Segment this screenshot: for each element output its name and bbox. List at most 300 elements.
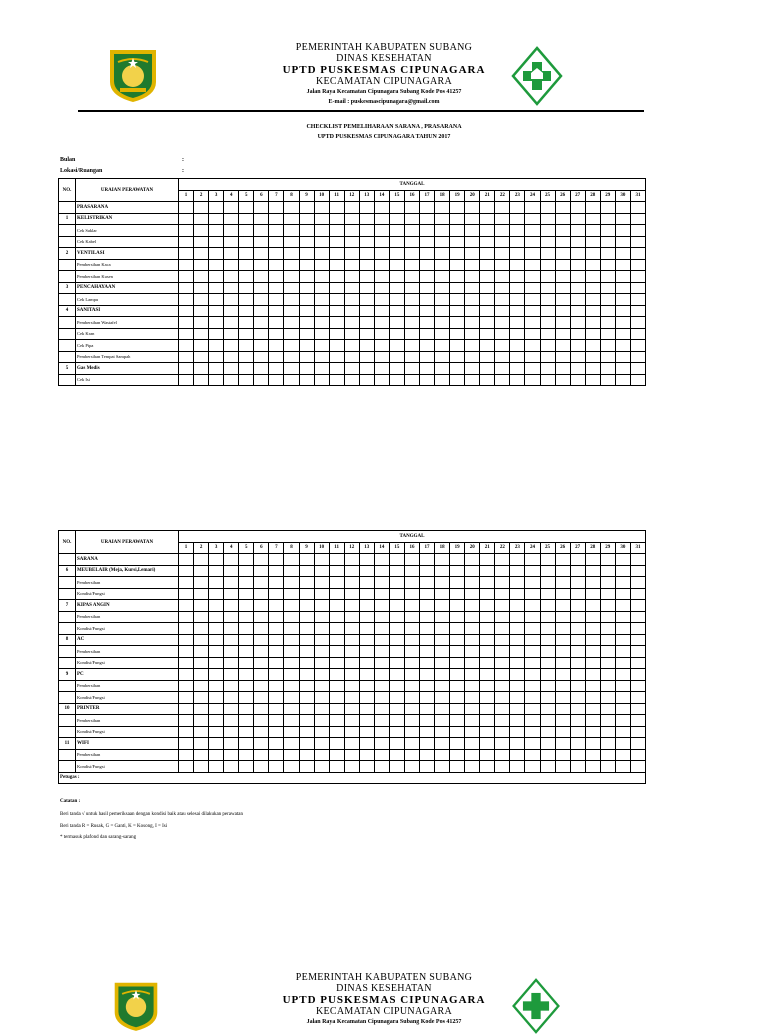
check-cell[interactable] — [344, 259, 359, 271]
check-cell[interactable] — [284, 680, 299, 692]
check-cell[interactable] — [630, 213, 645, 225]
check-cell[interactable] — [570, 248, 585, 260]
check-cell[interactable] — [570, 588, 585, 600]
check-cell[interactable] — [630, 363, 645, 375]
check-cell[interactable] — [420, 669, 435, 681]
check-cell[interactable] — [630, 749, 645, 761]
check-cell[interactable] — [284, 259, 299, 271]
check-cell[interactable] — [239, 213, 254, 225]
check-cell[interactable] — [374, 317, 389, 329]
check-cell[interactable] — [269, 657, 284, 669]
check-cell[interactable] — [224, 646, 239, 658]
check-cell[interactable] — [585, 692, 600, 704]
check-cell[interactable] — [179, 577, 194, 589]
check-cell[interactable] — [495, 715, 510, 727]
check-cell[interactable] — [600, 374, 615, 386]
check-cell[interactable] — [570, 271, 585, 283]
check-cell[interactable] — [359, 294, 374, 306]
check-cell[interactable] — [314, 749, 329, 761]
check-cell[interactable] — [359, 761, 374, 773]
check-cell[interactable] — [465, 363, 480, 375]
check-cell[interactable] — [615, 225, 630, 237]
check-cell[interactable] — [299, 588, 314, 600]
check-cell[interactable] — [510, 236, 525, 248]
check-cell[interactable] — [374, 374, 389, 386]
check-cell[interactable] — [465, 565, 480, 577]
check-cell[interactable] — [404, 213, 419, 225]
check-cell[interactable] — [450, 738, 465, 750]
check-cell[interactable] — [329, 646, 344, 658]
check-cell[interactable] — [465, 669, 480, 681]
check-cell[interactable] — [194, 600, 209, 612]
check-cell[interactable] — [254, 363, 269, 375]
check-cell[interactable] — [630, 692, 645, 704]
check-cell[interactable] — [299, 577, 314, 589]
check-cell[interactable] — [450, 600, 465, 612]
check-cell[interactable] — [284, 738, 299, 750]
check-cell[interactable] — [480, 749, 495, 761]
check-cell[interactable] — [269, 294, 284, 306]
check-cell[interactable] — [179, 374, 194, 386]
check-cell[interactable] — [299, 271, 314, 283]
check-cell[interactable] — [224, 328, 239, 340]
check-cell[interactable] — [314, 328, 329, 340]
check-cell[interactable] — [585, 588, 600, 600]
check-cell[interactable] — [404, 588, 419, 600]
check-cell[interactable] — [510, 600, 525, 612]
check-cell[interactable] — [615, 328, 630, 340]
check-cell[interactable] — [254, 623, 269, 635]
check-cell[interactable] — [450, 213, 465, 225]
check-cell[interactable] — [359, 351, 374, 363]
check-cell[interactable] — [480, 669, 495, 681]
check-cell[interactable] — [239, 248, 254, 260]
check-cell[interactable] — [194, 715, 209, 727]
check-cell[interactable] — [450, 259, 465, 271]
check-cell[interactable] — [179, 213, 194, 225]
check-cell[interactable] — [525, 565, 540, 577]
check-cell[interactable] — [254, 657, 269, 669]
check-cell[interactable] — [450, 715, 465, 727]
check-cell[interactable] — [465, 634, 480, 646]
check-cell[interactable] — [630, 577, 645, 589]
check-cell[interactable] — [540, 225, 555, 237]
check-cell[interactable] — [450, 577, 465, 589]
check-cell[interactable] — [480, 340, 495, 352]
check-cell[interactable] — [284, 282, 299, 294]
check-cell[interactable] — [585, 305, 600, 317]
check-cell[interactable] — [615, 634, 630, 646]
check-cell[interactable] — [269, 738, 284, 750]
check-cell[interactable] — [254, 554, 269, 566]
check-cell[interactable] — [209, 761, 224, 773]
check-cell[interactable] — [284, 271, 299, 283]
check-cell[interactable] — [209, 600, 224, 612]
check-cell[interactable] — [224, 363, 239, 375]
check-cell[interactable] — [435, 565, 450, 577]
check-cell[interactable] — [224, 703, 239, 715]
check-cell[interactable] — [495, 363, 510, 375]
check-cell[interactable] — [224, 340, 239, 352]
check-cell[interactable] — [495, 761, 510, 773]
check-cell[interactable] — [209, 669, 224, 681]
check-cell[interactable] — [630, 259, 645, 271]
check-cell[interactable] — [359, 577, 374, 589]
check-cell[interactable] — [495, 577, 510, 589]
check-cell[interactable] — [179, 351, 194, 363]
check-cell[interactable] — [254, 669, 269, 681]
check-cell[interactable] — [359, 634, 374, 646]
check-cell[interactable] — [495, 294, 510, 306]
check-cell[interactable] — [585, 623, 600, 635]
check-cell[interactable] — [299, 565, 314, 577]
check-cell[interactable] — [480, 703, 495, 715]
check-cell[interactable] — [179, 259, 194, 271]
check-cell[interactable] — [435, 213, 450, 225]
check-cell[interactable] — [570, 351, 585, 363]
check-cell[interactable] — [630, 611, 645, 623]
check-cell[interactable] — [525, 611, 540, 623]
check-cell[interactable] — [224, 761, 239, 773]
check-cell[interactable] — [344, 611, 359, 623]
check-cell[interactable] — [420, 305, 435, 317]
check-cell[interactable] — [495, 259, 510, 271]
check-cell[interactable] — [465, 351, 480, 363]
check-cell[interactable] — [525, 634, 540, 646]
check-cell[interactable] — [299, 340, 314, 352]
check-cell[interactable] — [389, 213, 404, 225]
check-cell[interactable] — [480, 351, 495, 363]
check-cell[interactable] — [224, 692, 239, 704]
check-cell[interactable] — [540, 726, 555, 738]
check-cell[interactable] — [585, 259, 600, 271]
check-cell[interactable] — [495, 271, 510, 283]
check-cell[interactable] — [179, 340, 194, 352]
check-cell[interactable] — [224, 202, 239, 214]
check-cell[interactable] — [615, 577, 630, 589]
check-cell[interactable] — [314, 305, 329, 317]
check-cell[interactable] — [585, 749, 600, 761]
check-cell[interactable] — [555, 611, 570, 623]
check-cell[interactable] — [465, 611, 480, 623]
check-cell[interactable] — [209, 317, 224, 329]
check-cell[interactable] — [555, 554, 570, 566]
check-cell[interactable] — [630, 202, 645, 214]
check-cell[interactable] — [630, 305, 645, 317]
check-cell[interactable] — [465, 202, 480, 214]
check-cell[interactable] — [314, 600, 329, 612]
check-cell[interactable] — [450, 305, 465, 317]
check-cell[interactable] — [194, 657, 209, 669]
check-cell[interactable] — [299, 294, 314, 306]
check-cell[interactable] — [254, 761, 269, 773]
check-cell[interactable] — [570, 236, 585, 248]
check-cell[interactable] — [630, 271, 645, 283]
check-cell[interactable] — [600, 726, 615, 738]
check-cell[interactable] — [194, 726, 209, 738]
check-cell[interactable] — [510, 726, 525, 738]
check-cell[interactable] — [420, 248, 435, 260]
check-cell[interactable] — [239, 340, 254, 352]
check-cell[interactable] — [540, 588, 555, 600]
check-cell[interactable] — [570, 554, 585, 566]
check-cell[interactable] — [329, 351, 344, 363]
check-cell[interactable] — [314, 565, 329, 577]
check-cell[interactable] — [540, 340, 555, 352]
check-cell[interactable] — [389, 738, 404, 750]
check-cell[interactable] — [254, 634, 269, 646]
check-cell[interactable] — [585, 634, 600, 646]
check-cell[interactable] — [480, 294, 495, 306]
check-cell[interactable] — [374, 554, 389, 566]
check-cell[interactable] — [585, 213, 600, 225]
check-cell[interactable] — [585, 328, 600, 340]
check-cell[interactable] — [224, 565, 239, 577]
check-cell[interactable] — [435, 294, 450, 306]
check-cell[interactable] — [600, 715, 615, 727]
check-cell[interactable] — [329, 565, 344, 577]
check-cell[interactable] — [314, 363, 329, 375]
check-cell[interactable] — [510, 317, 525, 329]
check-cell[interactable] — [359, 225, 374, 237]
check-cell[interactable] — [299, 328, 314, 340]
check-cell[interactable] — [404, 761, 419, 773]
check-cell[interactable] — [284, 248, 299, 260]
check-cell[interactable] — [299, 703, 314, 715]
check-cell[interactable] — [495, 554, 510, 566]
check-cell[interactable] — [194, 703, 209, 715]
check-cell[interactable] — [329, 317, 344, 329]
check-cell[interactable] — [420, 259, 435, 271]
check-cell[interactable] — [630, 328, 645, 340]
check-cell[interactable] — [615, 565, 630, 577]
check-cell[interactable] — [329, 715, 344, 727]
check-cell[interactable] — [540, 554, 555, 566]
check-cell[interactable] — [525, 749, 540, 761]
check-cell[interactable] — [480, 577, 495, 589]
check-cell[interactable] — [254, 236, 269, 248]
check-cell[interactable] — [450, 749, 465, 761]
check-cell[interactable] — [555, 317, 570, 329]
check-cell[interactable] — [555, 213, 570, 225]
check-cell[interactable] — [570, 646, 585, 658]
check-cell[interactable] — [420, 225, 435, 237]
check-cell[interactable] — [420, 738, 435, 750]
check-cell[interactable] — [314, 554, 329, 566]
check-cell[interactable] — [404, 611, 419, 623]
check-cell[interactable] — [480, 565, 495, 577]
check-cell[interactable] — [329, 623, 344, 635]
check-cell[interactable] — [480, 726, 495, 738]
check-cell[interactable] — [389, 305, 404, 317]
check-cell[interactable] — [435, 761, 450, 773]
check-cell[interactable] — [284, 328, 299, 340]
check-cell[interactable] — [615, 236, 630, 248]
check-cell[interactable] — [435, 225, 450, 237]
check-cell[interactable] — [344, 715, 359, 727]
check-cell[interactable] — [194, 761, 209, 773]
check-cell[interactable] — [630, 294, 645, 306]
check-cell[interactable] — [374, 703, 389, 715]
check-cell[interactable] — [269, 761, 284, 773]
check-cell[interactable] — [540, 259, 555, 271]
check-cell[interactable] — [344, 738, 359, 750]
check-cell[interactable] — [435, 340, 450, 352]
check-cell[interactable] — [450, 703, 465, 715]
check-cell[interactable] — [570, 715, 585, 727]
check-cell[interactable] — [480, 692, 495, 704]
check-cell[interactable] — [239, 715, 254, 727]
check-cell[interactable] — [420, 703, 435, 715]
check-cell[interactable] — [179, 726, 194, 738]
check-cell[interactable] — [284, 669, 299, 681]
check-cell[interactable] — [284, 351, 299, 363]
check-cell[interactable] — [254, 646, 269, 658]
check-cell[interactable] — [194, 248, 209, 260]
check-cell[interactable] — [615, 623, 630, 635]
check-cell[interactable] — [420, 202, 435, 214]
check-cell[interactable] — [600, 248, 615, 260]
check-cell[interactable] — [239, 305, 254, 317]
check-cell[interactable] — [570, 565, 585, 577]
check-cell[interactable] — [299, 611, 314, 623]
check-cell[interactable] — [389, 374, 404, 386]
check-cell[interactable] — [239, 565, 254, 577]
check-cell[interactable] — [600, 305, 615, 317]
check-cell[interactable] — [194, 259, 209, 271]
check-cell[interactable] — [435, 317, 450, 329]
check-cell[interactable] — [404, 623, 419, 635]
check-cell[interactable] — [284, 374, 299, 386]
check-cell[interactable] — [269, 634, 284, 646]
check-cell[interactable] — [329, 600, 344, 612]
check-cell[interactable] — [540, 577, 555, 589]
check-cell[interactable] — [239, 259, 254, 271]
check-cell[interactable] — [420, 317, 435, 329]
check-cell[interactable] — [525, 703, 540, 715]
check-cell[interactable] — [555, 577, 570, 589]
check-cell[interactable] — [615, 738, 630, 750]
check-cell[interactable] — [570, 225, 585, 237]
check-cell[interactable] — [194, 271, 209, 283]
check-cell[interactable] — [570, 213, 585, 225]
check-cell[interactable] — [374, 623, 389, 635]
check-cell[interactable] — [179, 554, 194, 566]
check-cell[interactable] — [179, 363, 194, 375]
check-cell[interactable] — [209, 703, 224, 715]
check-cell[interactable] — [555, 259, 570, 271]
check-cell[interactable] — [269, 271, 284, 283]
check-cell[interactable] — [600, 340, 615, 352]
check-cell[interactable] — [480, 634, 495, 646]
check-cell[interactable] — [615, 554, 630, 566]
check-cell[interactable] — [374, 669, 389, 681]
check-cell[interactable] — [570, 657, 585, 669]
check-cell[interactable] — [284, 317, 299, 329]
check-cell[interactable] — [585, 363, 600, 375]
check-cell[interactable] — [194, 282, 209, 294]
check-cell[interactable] — [615, 271, 630, 283]
check-cell[interactable] — [299, 317, 314, 329]
check-cell[interactable] — [495, 692, 510, 704]
check-cell[interactable] — [600, 317, 615, 329]
check-cell[interactable] — [404, 577, 419, 589]
check-cell[interactable] — [239, 623, 254, 635]
check-cell[interactable] — [359, 749, 374, 761]
check-cell[interactable] — [284, 657, 299, 669]
check-cell[interactable] — [329, 202, 344, 214]
check-cell[interactable] — [495, 611, 510, 623]
check-cell[interactable] — [209, 305, 224, 317]
check-cell[interactable] — [465, 213, 480, 225]
check-cell[interactable] — [585, 248, 600, 260]
check-cell[interactable] — [510, 738, 525, 750]
check-cell[interactable] — [570, 317, 585, 329]
check-cell[interactable] — [329, 271, 344, 283]
check-cell[interactable] — [525, 623, 540, 635]
check-cell[interactable] — [194, 680, 209, 692]
check-cell[interactable] — [254, 294, 269, 306]
check-cell[interactable] — [510, 340, 525, 352]
check-cell[interactable] — [585, 669, 600, 681]
check-cell[interactable] — [615, 646, 630, 658]
check-cell[interactable] — [435, 328, 450, 340]
check-cell[interactable] — [465, 305, 480, 317]
check-cell[interactable] — [359, 738, 374, 750]
check-cell[interactable] — [314, 738, 329, 750]
check-cell[interactable] — [389, 715, 404, 727]
check-cell[interactable] — [389, 761, 404, 773]
check-cell[interactable] — [420, 340, 435, 352]
check-cell[interactable] — [404, 703, 419, 715]
check-cell[interactable] — [615, 351, 630, 363]
check-cell[interactable] — [615, 202, 630, 214]
check-cell[interactable] — [344, 340, 359, 352]
check-cell[interactable] — [480, 282, 495, 294]
check-cell[interactable] — [404, 554, 419, 566]
check-cell[interactable] — [480, 225, 495, 237]
check-cell[interactable] — [374, 634, 389, 646]
check-cell[interactable] — [284, 761, 299, 773]
check-cell[interactable] — [525, 374, 540, 386]
check-cell[interactable] — [525, 680, 540, 692]
check-cell[interactable] — [450, 225, 465, 237]
check-cell[interactable] — [510, 634, 525, 646]
check-cell[interactable] — [525, 328, 540, 340]
check-cell[interactable] — [314, 271, 329, 283]
check-cell[interactable] — [179, 611, 194, 623]
check-cell[interactable] — [495, 657, 510, 669]
check-cell[interactable] — [540, 374, 555, 386]
check-cell[interactable] — [450, 680, 465, 692]
check-cell[interactable] — [495, 225, 510, 237]
check-cell[interactable] — [209, 282, 224, 294]
check-cell[interactable] — [254, 726, 269, 738]
check-cell[interactable] — [495, 669, 510, 681]
check-cell[interactable] — [284, 623, 299, 635]
check-cell[interactable] — [630, 600, 645, 612]
check-cell[interactable] — [209, 351, 224, 363]
check-cell[interactable] — [600, 565, 615, 577]
check-cell[interactable] — [465, 692, 480, 704]
check-cell[interactable] — [510, 351, 525, 363]
check-cell[interactable] — [615, 669, 630, 681]
check-cell[interactable] — [224, 351, 239, 363]
check-cell[interactable] — [344, 726, 359, 738]
check-cell[interactable] — [224, 657, 239, 669]
check-cell[interactable] — [525, 305, 540, 317]
check-cell[interactable] — [510, 202, 525, 214]
